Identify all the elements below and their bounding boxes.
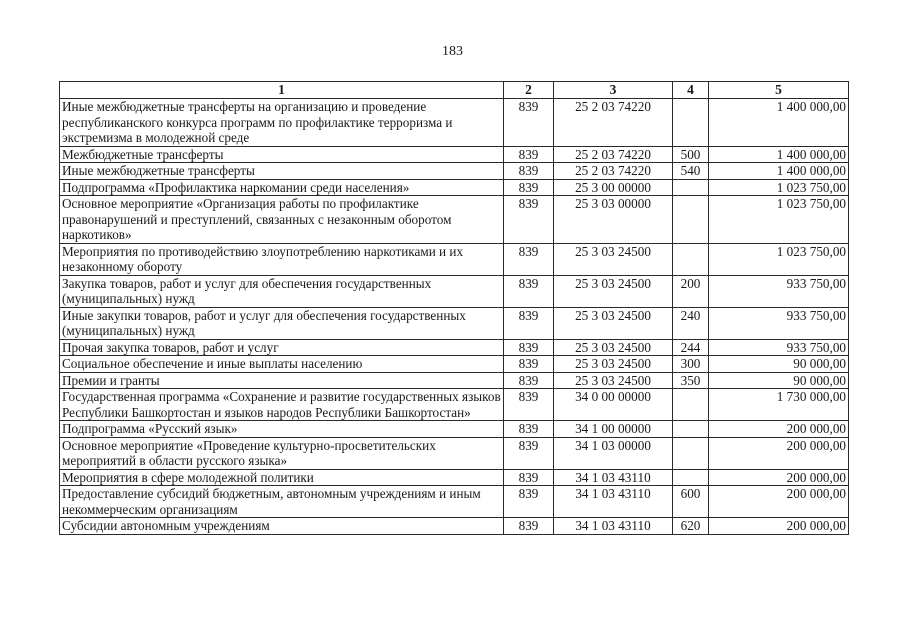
cell-amount: 200 000,00 <box>709 518 849 535</box>
cell-expense-type-code: 620 <box>673 518 709 535</box>
cell-name: Мероприятия в сфере молодежной политики <box>60 469 504 486</box>
cell-target-item-code: 25 3 03 24500 <box>554 372 673 389</box>
table-row <box>60 389 849 421</box>
cell-expense-type-code <box>673 99 709 147</box>
cell-amount: 90 000,00 <box>709 372 849 389</box>
cell-amount: 1 023 750,00 <box>709 243 849 275</box>
table-row <box>60 99 849 147</box>
cell-target-item-code: 25 3 03 24500 <box>554 356 673 373</box>
table-body <box>60 99 849 535</box>
cell-expense-type-code <box>673 421 709 438</box>
cell-amount: 933 750,00 <box>709 307 849 339</box>
cell-name: Иные межбюджетные трансферты <box>60 163 504 180</box>
cell-target-item-code: 34 1 00 00000 <box>554 421 673 438</box>
cell-name: Мероприятия по противодействию злоупотреблению наркотиками и их незаконному обороту <box>60 243 504 275</box>
cell-target-item-code: 34 1 03 00000 <box>554 437 673 469</box>
table-row <box>60 146 849 163</box>
cell-expense-type-code: 540 <box>673 163 709 180</box>
cell-name: Закупка товаров, работ и услуг для обеспечения государственных (муниципальных) нужд <box>60 275 504 307</box>
cell-ministry-code: 839 <box>504 146 554 163</box>
cell-target-item-code: 25 3 03 24500 <box>554 307 673 339</box>
table-row <box>60 356 849 373</box>
table-row <box>60 275 849 307</box>
cell-target-item-code: 34 1 03 43110 <box>554 469 673 486</box>
header-row <box>60 82 849 99</box>
cell-ministry-code: 839 <box>504 179 554 196</box>
header-col-4: 4 <box>673 82 709 99</box>
header-col-5: 5 <box>709 82 849 99</box>
cell-target-item-code: 25 3 00 00000 <box>554 179 673 196</box>
cell-name: Предоставление субсидий бюджетным, автономным учреждениям и иным некоммерческим организациям <box>60 486 504 518</box>
cell-amount: 200 000,00 <box>709 437 849 469</box>
cell-name: Субсидии автономным учреждениям <box>60 518 504 535</box>
cell-name: Основное мероприятие «Проведение культурно-просветительских мероприятий в области русского языка» <box>60 437 504 469</box>
table-row <box>60 243 849 275</box>
table-row <box>60 372 849 389</box>
cell-expense-type-code <box>673 243 709 275</box>
cell-name: Государственная программа «Сохранение и развитие государственных языков Республики Башкортостан и языков народов Республики Башкортостан» <box>60 389 504 421</box>
cell-target-item-code: 25 2 03 74220 <box>554 146 673 163</box>
table-row <box>60 163 849 180</box>
cell-ministry-code: 839 <box>504 339 554 356</box>
header-col-2: 2 <box>504 82 554 99</box>
cell-amount: 1 400 000,00 <box>709 163 849 180</box>
cell-amount: 1 023 750,00 <box>709 196 849 244</box>
cell-ministry-code: 839 <box>504 356 554 373</box>
cell-amount: 200 000,00 <box>709 421 849 438</box>
table-row <box>60 437 849 469</box>
cell-amount: 200 000,00 <box>709 469 849 486</box>
cell-amount: 1 400 000,00 <box>709 146 849 163</box>
table-row <box>60 196 849 244</box>
cell-target-item-code: 34 0 00 00000 <box>554 389 673 421</box>
header-col-1: 1 <box>60 82 504 99</box>
cell-expense-type-code: 350 <box>673 372 709 389</box>
cell-amount: 1 730 000,00 <box>709 389 849 421</box>
cell-ministry-code: 839 <box>504 99 554 147</box>
cell-name: Основное мероприятие «Организация работы по профилактике правонарушений и преступлений, связанных с незаконным оборотом наркотиков» <box>60 196 504 244</box>
cell-ministry-code: 839 <box>504 163 554 180</box>
cell-expense-type-code: 600 <box>673 486 709 518</box>
cell-name: Иные закупки товаров, работ и услуг для обеспечения государственных (муниципальных) нужд <box>60 307 504 339</box>
cell-amount: 1 400 000,00 <box>709 99 849 147</box>
cell-target-item-code: 34 1 03 43110 <box>554 486 673 518</box>
table-row <box>60 339 849 356</box>
cell-expense-type-code <box>673 437 709 469</box>
cell-ministry-code: 839 <box>504 421 554 438</box>
cell-ministry-code: 839 <box>504 372 554 389</box>
cell-expense-type-code <box>673 196 709 244</box>
cell-name: Иные межбюджетные трансферты на организацию и проведение республиканского конкурса программ по профилактике терроризма и экстремизма в молодежной среде <box>60 99 504 147</box>
cell-amount: 933 750,00 <box>709 339 849 356</box>
cell-ministry-code: 839 <box>504 389 554 421</box>
table-row <box>60 421 849 438</box>
cell-amount: 933 750,00 <box>709 275 849 307</box>
cell-target-item-code: 25 2 03 74220 <box>554 99 673 147</box>
table-row <box>60 307 849 339</box>
budget-table <box>59 81 849 535</box>
cell-amount: 1 023 750,00 <box>709 179 849 196</box>
cell-ministry-code: 839 <box>504 437 554 469</box>
cell-amount: 90 000,00 <box>709 356 849 373</box>
cell-name: Прочая закупка товаров, работ и услуг <box>60 339 504 356</box>
table-row <box>60 469 849 486</box>
cell-expense-type-code: 300 <box>673 356 709 373</box>
cell-ministry-code: 839 <box>504 518 554 535</box>
cell-name: Межбюджетные трансферты <box>60 146 504 163</box>
cell-target-item-code: 25 3 03 00000 <box>554 196 673 244</box>
cell-ministry-code: 839 <box>504 469 554 486</box>
cell-name: Подпрограмма «Профилактика наркомании среди населения» <box>60 179 504 196</box>
cell-target-item-code: 25 3 03 24500 <box>554 339 673 356</box>
cell-expense-type-code <box>673 389 709 421</box>
table-row <box>60 486 849 518</box>
cell-expense-type-code <box>673 179 709 196</box>
cell-target-item-code: 25 2 03 74220 <box>554 163 673 180</box>
cell-amount: 200 000,00 <box>709 486 849 518</box>
cell-target-item-code: 25 3 03 24500 <box>554 243 673 275</box>
cell-name: Социальное обеспечение и иные выплаты населению <box>60 356 504 373</box>
cell-name: Премии и гранты <box>60 372 504 389</box>
table-row <box>60 179 849 196</box>
cell-target-item-code: 25 3 03 24500 <box>554 275 673 307</box>
page-number: 183 <box>442 44 463 59</box>
cell-ministry-code: 839 <box>504 486 554 518</box>
cell-ministry-code: 839 <box>504 243 554 275</box>
cell-ministry-code: 839 <box>504 275 554 307</box>
header-col-3: 3 <box>554 82 673 99</box>
cell-expense-type-code: 200 <box>673 275 709 307</box>
cell-ministry-code: 839 <box>504 307 554 339</box>
cell-ministry-code: 839 <box>504 196 554 244</box>
cell-expense-type-code: 244 <box>673 339 709 356</box>
cell-target-item-code: 34 1 03 43110 <box>554 518 673 535</box>
cell-expense-type-code <box>673 469 709 486</box>
cell-expense-type-code: 500 <box>673 146 709 163</box>
cell-expense-type-code: 240 <box>673 307 709 339</box>
cell-name: Подпрограмма «Русский язык» <box>60 421 504 438</box>
table-row <box>60 518 849 535</box>
